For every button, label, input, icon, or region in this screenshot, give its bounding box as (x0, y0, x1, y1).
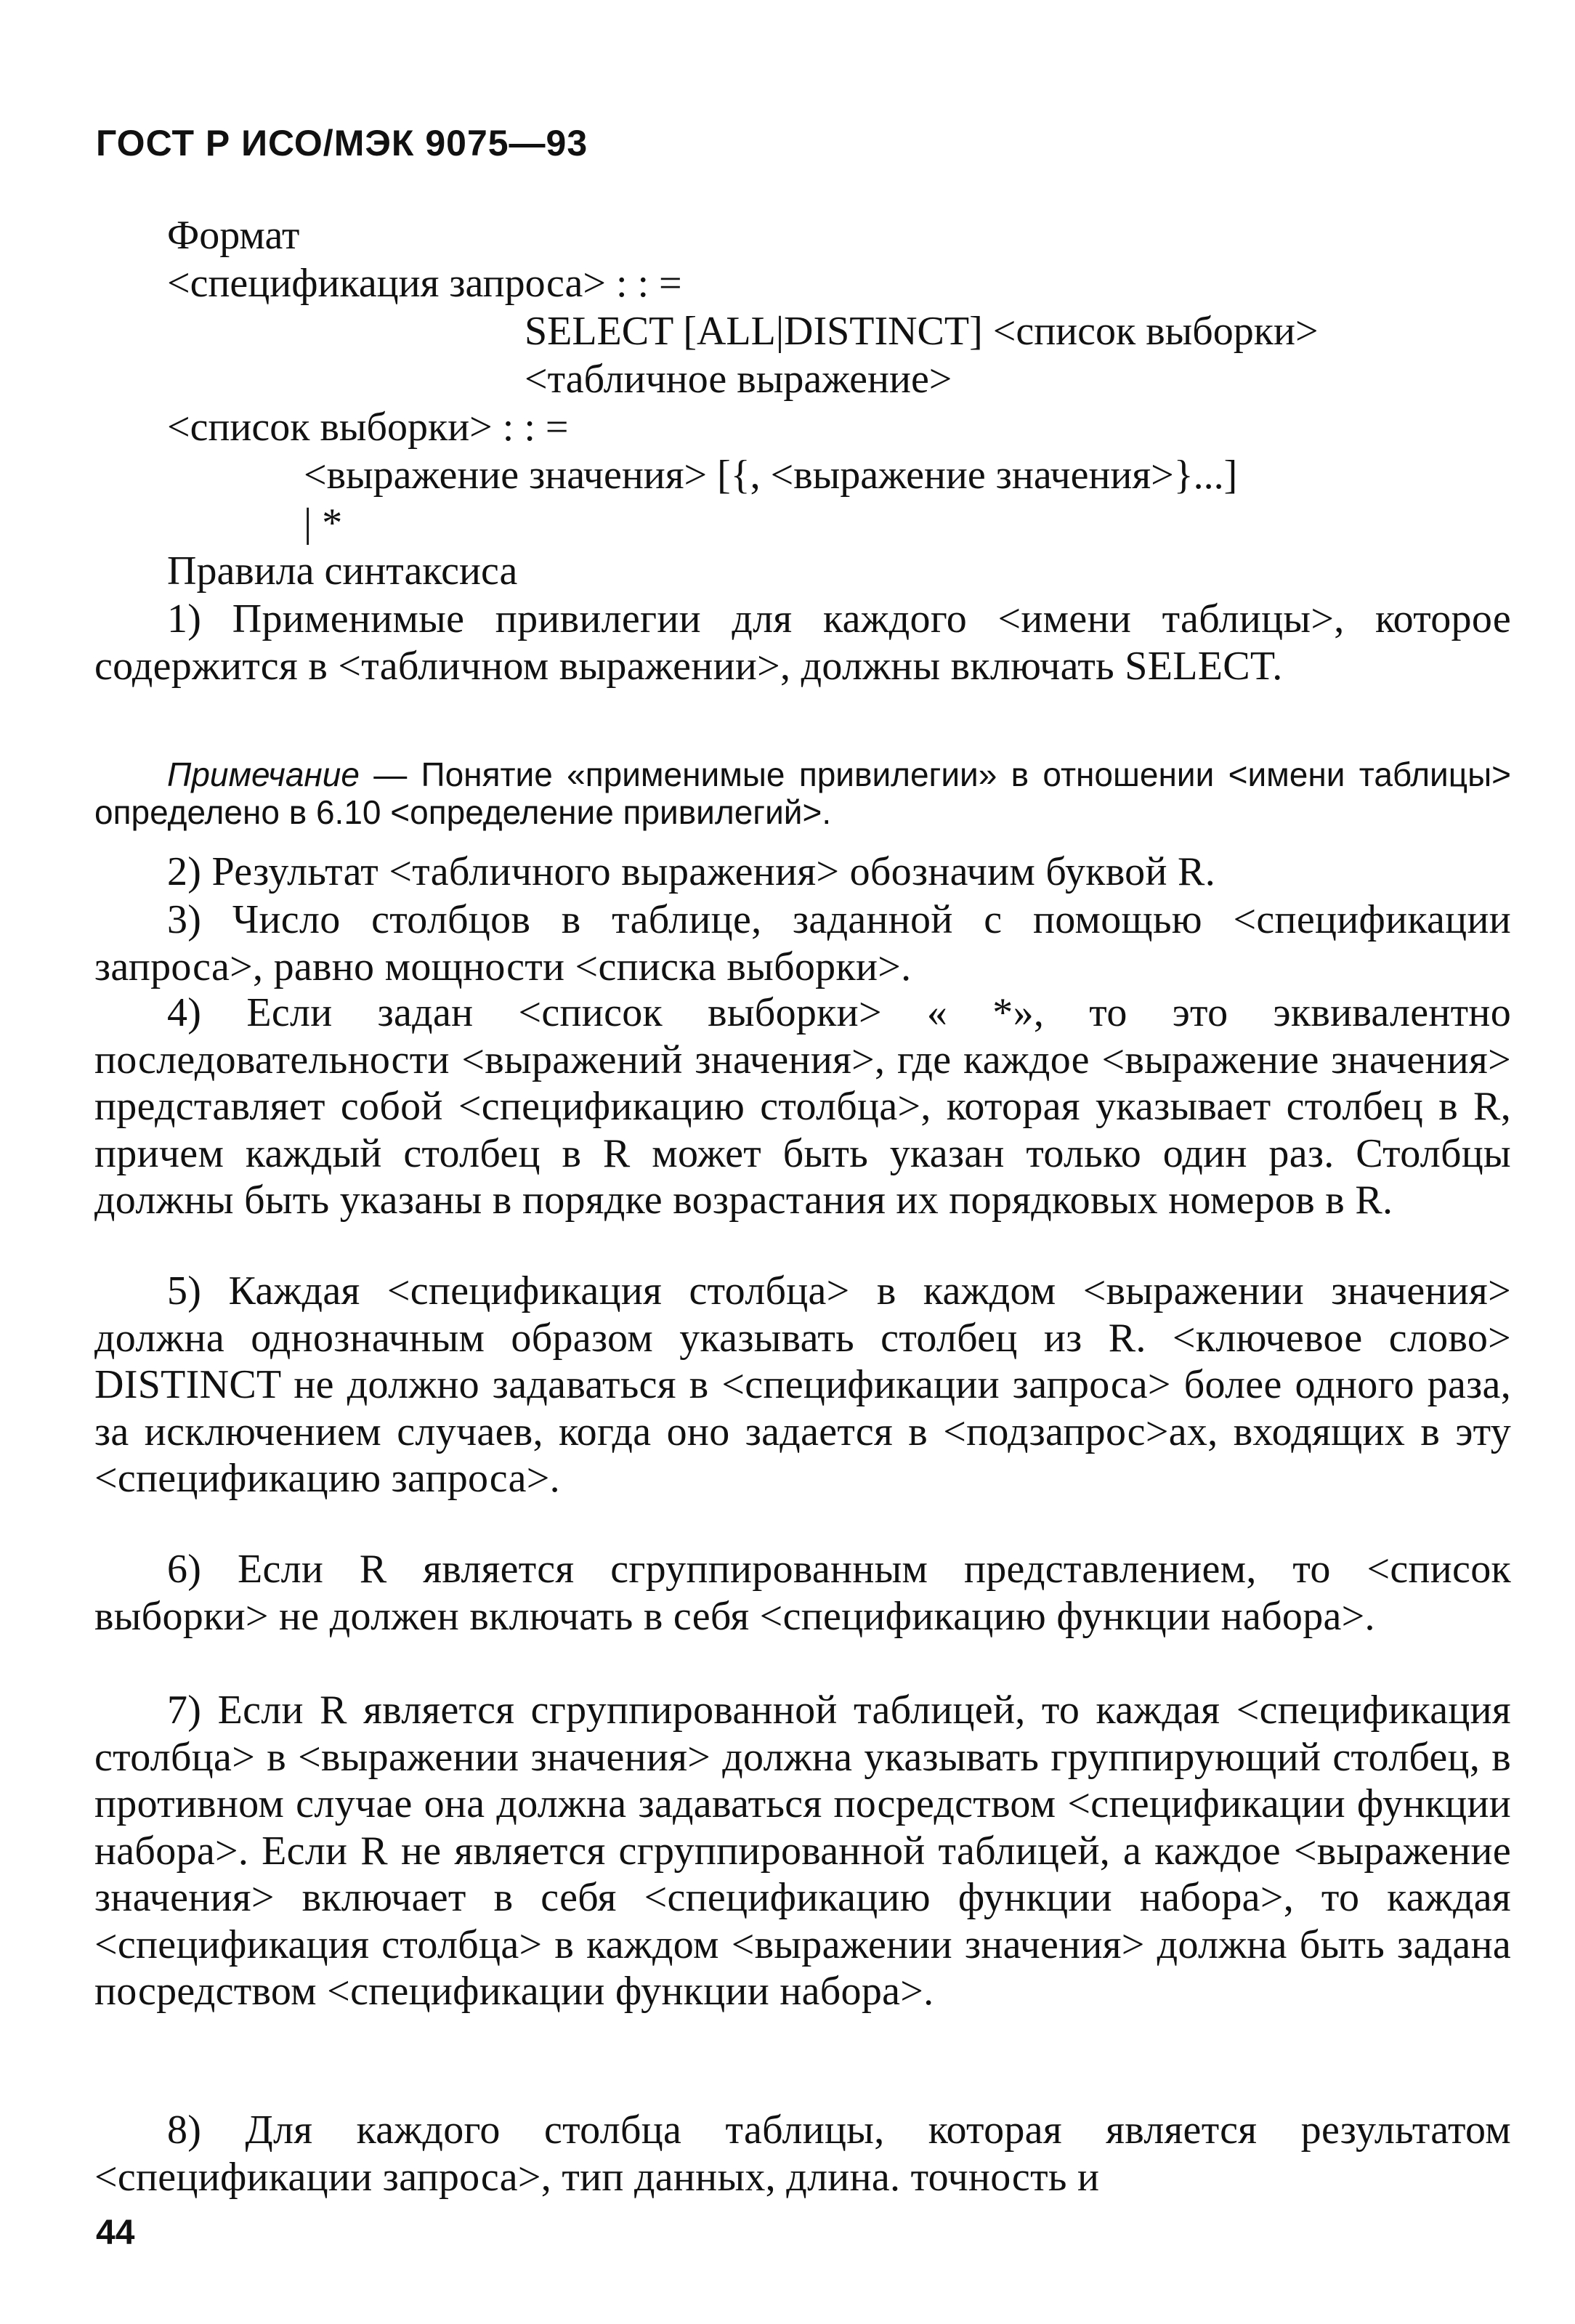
format-heading: Формат (167, 213, 300, 258)
rule-1: 1) Применимые привилегии для каждого <имени таблицы>, которое содержится в <табличном выражении>, должны включать SELECT. (94, 596, 1511, 689)
format-line-2: SELECT [ALL|DISTINCT] <список выборки> (525, 309, 1319, 354)
rule-2: 2) Результат <табличного выражения> обозначим буквой R. (167, 849, 1215, 894)
rule-5: 5) Каждая <спецификация столбца> в каждом <выражении значения> должна однозначным образом указывать столбец из R. <ключевое слово> DISTINCT не должно задаваться в <спецификации запроса> более одного раза, за исключением случаев, когда оно задается в <подзапрос>ах, входящих в эту <спецификацию запроса>. (94, 1268, 1511, 1501)
format-line-5: <выражение значения> [{, <выражение значения>}...] (304, 453, 1238, 498)
rule-4: 4) Если задан <список выборки> « *», то это эквивалентно последовательности <выражений значения>, где каждое <выражение значения> представляет собой <спецификацию столбца>, которая указывает столбец в R, причем каждый столбец в R может быть указан только один раз. Столбцы должны быть указаны в порядке возрастания их порядковых номеров в R. (94, 990, 1511, 1223)
rule-6: 6) Если R является сгруппированным представлением, то <список выборки> не должен включать в себя <спецификацию функции набора>. (94, 1547, 1511, 1639)
note-text: — Понятие «применимые привилегии» в отношении <имени таблицы> определено в 6.10 <определение привилегий>. (94, 756, 1511, 831)
rule-8: 8) Для каждого столбца таблицы, которая является результатом <спецификации запроса>, тип данных, длина. точность и (94, 2108, 1511, 2200)
format-line-6: | * (304, 501, 343, 546)
page-number: 44 (96, 2214, 135, 2252)
format-line-1: <спецификация запроса> : : = (167, 261, 682, 306)
note-label: Примечание (167, 756, 360, 793)
syntax-heading: Правила синтаксиса (167, 548, 518, 594)
note (94, 756, 1511, 831)
rule-3: 3) Число столбцов в таблице, заданной с помощью <спецификации запроса>, равно мощности <списка выборки>. (94, 897, 1511, 989)
rule-7: 7) Если R является сгруппированной таблицей, то каждая <спецификация столбца> в <выражении значения> должна указывать группирующий столбец, в противном случае она должна задаваться посредством <спецификации функции набора>. Если R не является сгруппированной таблицей, а каждое <выражение значения> включает в себя <спецификацию функции набора>, то каждая <спецификация столбца> в каждом <выражении значения> должна быть задана посредством <спецификации функции набора>. (94, 1688, 1511, 2014)
format-line-3: <табличное выражение> (525, 357, 952, 402)
format-line-4: <список выборки> : : = (167, 405, 569, 450)
document-header: ГОСТ Р ИСО/МЭК 9075—93 (96, 123, 588, 163)
